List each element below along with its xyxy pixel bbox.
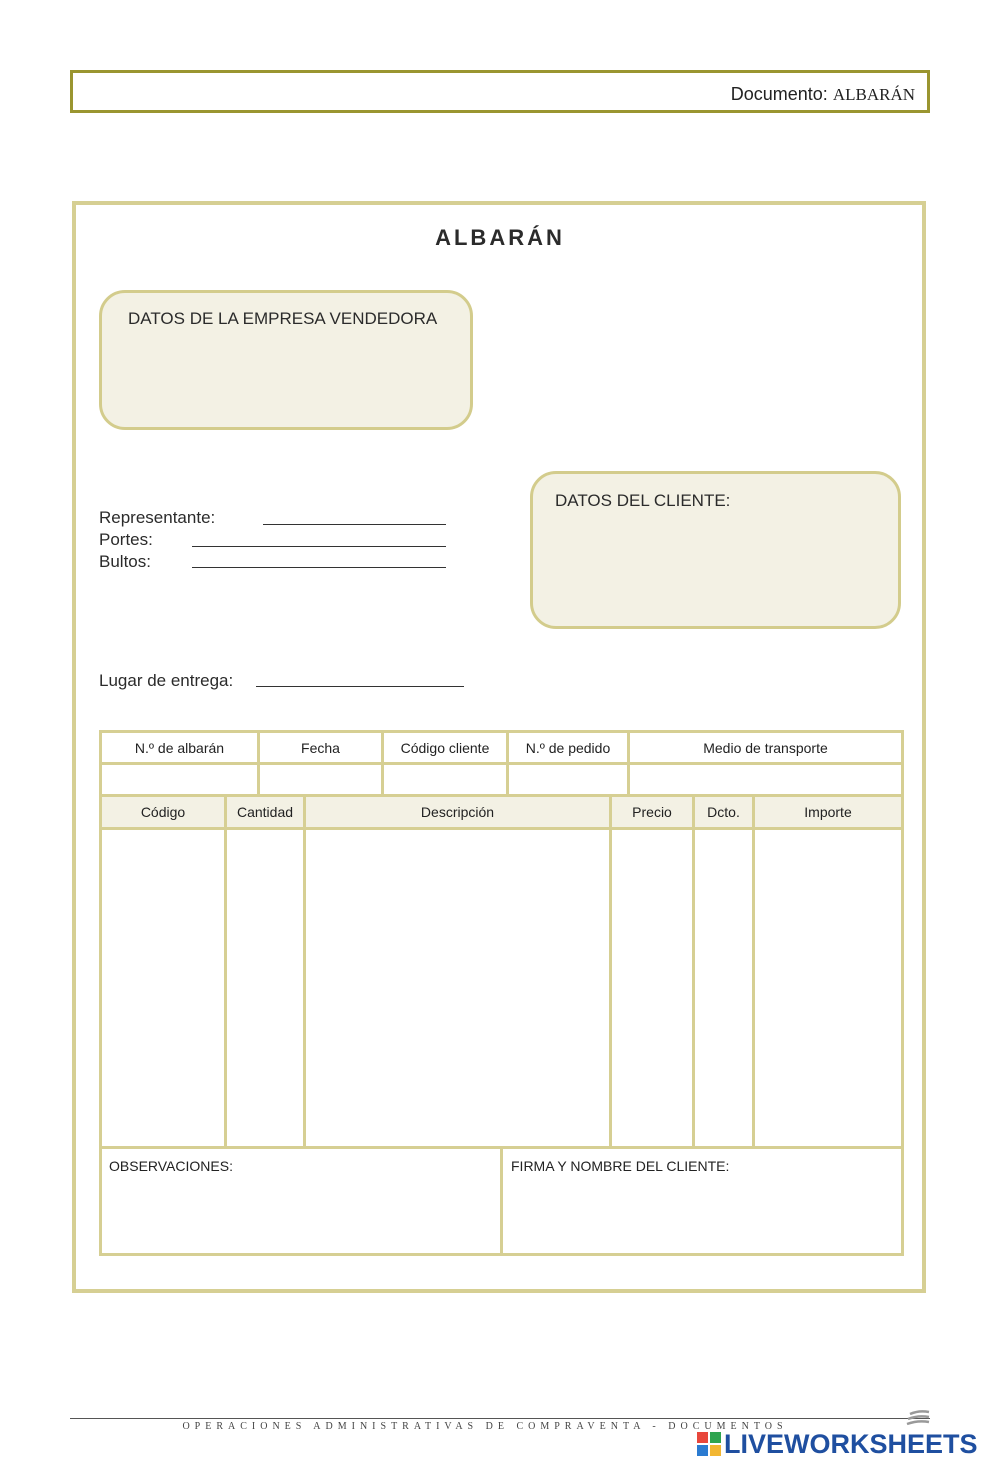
codigo-cliente-cell[interactable] (383, 764, 508, 796)
codigo-header: Código (101, 796, 226, 829)
representante-field[interactable] (263, 524, 446, 525)
albaran-number-header: N.º de albarán (101, 732, 259, 764)
lugar-entrega-field[interactable] (256, 686, 464, 687)
descripcion-header: Descripción (305, 796, 611, 829)
footer-divider (70, 1418, 930, 1419)
fecha-cell[interactable] (259, 764, 383, 796)
importe-header: Importe (754, 796, 903, 829)
footer-text: OPERACIONES ADMINISTRATIVAS DE COMPRAVENTA - DOCUMENTOS (182, 1421, 788, 1432)
codigo-cell[interactable] (101, 829, 226, 1148)
transporte-cell[interactable] (629, 764, 903, 796)
precio-header: Precio (611, 796, 694, 829)
dcto-header: Dcto. (694, 796, 754, 829)
info-table (99, 730, 904, 797)
seller-box-label: DATOS DE LA EMPRESA VENDEDORA (128, 309, 438, 328)
pedido-number-cell[interactable] (508, 764, 629, 796)
albaran-number-cell[interactable] (101, 764, 259, 796)
lugar-entrega-label: Lugar de entrega: (99, 671, 234, 690)
importe-cell[interactable] (754, 829, 903, 1148)
bultos-label: Bultos: (99, 552, 151, 571)
transporte-header: Medio de transporte (629, 732, 903, 764)
items-table (99, 794, 904, 1149)
observaciones-label: OBSERVACIONES: (109, 1158, 233, 1174)
client-box-label: DATOS DEL CLIENTE: (555, 491, 731, 510)
seller-data-box[interactable] (99, 290, 473, 430)
bultos-field[interactable] (192, 567, 446, 568)
form-title: ALBARÁN (435, 225, 565, 250)
client-data-box[interactable] (530, 471, 901, 629)
firma-cell[interactable] (502, 1148, 903, 1255)
bottom-table (99, 1146, 904, 1256)
document-label: Documento: (730, 84, 828, 104)
items-header-row (101, 796, 903, 829)
document-header (70, 70, 930, 113)
precio-cell[interactable] (611, 829, 694, 1148)
items-body-row (101, 829, 903, 1148)
cantidad-cell[interactable] (226, 829, 305, 1148)
firma-label: FIRMA Y NOMBRE DEL CLIENTE: (511, 1158, 730, 1174)
stacked-books-icon (905, 1410, 931, 1428)
dcto-cell[interactable] (694, 829, 754, 1148)
portes-label: Portes: (99, 530, 153, 549)
representante-label: Representante: (99, 508, 216, 527)
info-table-input-row (101, 764, 903, 796)
observaciones-cell[interactable] (101, 1148, 502, 1255)
fecha-header: Fecha (259, 732, 383, 764)
pedido-number-header: N.º de pedido (508, 732, 629, 764)
liveworksheets-brand: LIVEWORKSHEETS (724, 1429, 978, 1459)
cantidad-header: Cantidad (226, 796, 305, 829)
document-value: ALBARÁN (832, 85, 915, 104)
liveworksheets-logo-icon (697, 1432, 721, 1456)
codigo-cliente-header: Código cliente (383, 732, 508, 764)
document-type-label (731, 84, 915, 105)
info-table-header-row (101, 732, 903, 764)
portes-field[interactable] (192, 546, 446, 547)
descripcion-cell[interactable] (305, 829, 611, 1148)
